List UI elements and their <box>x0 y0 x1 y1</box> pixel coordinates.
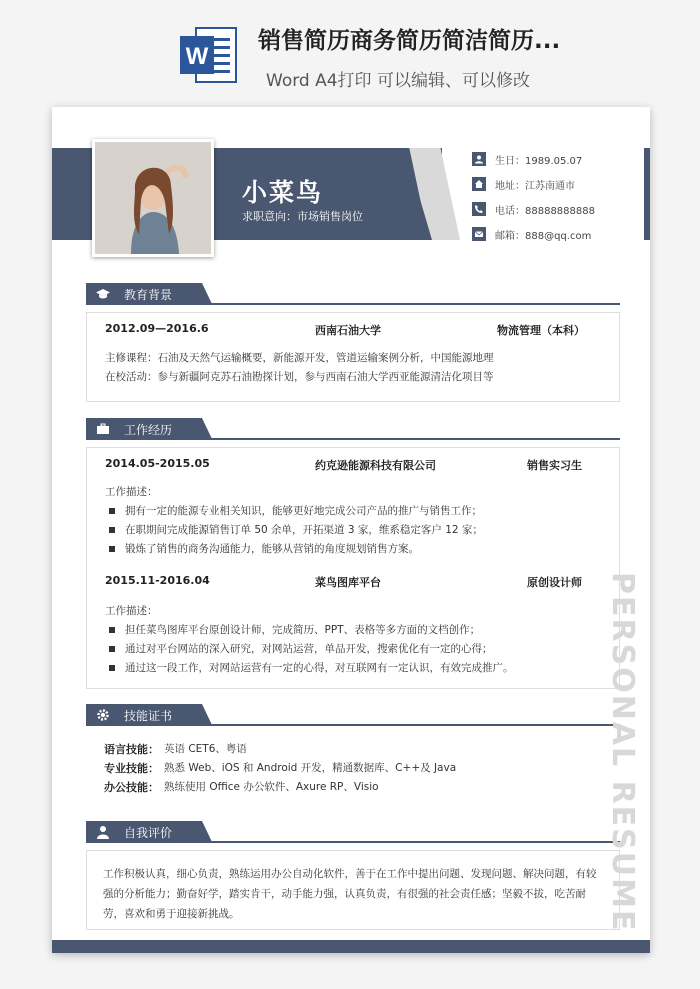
info-phone <box>472 200 642 218</box>
skill-label: 语言技能： <box>104 743 159 756</box>
edu-courses: 主修课程：石油及天然气运输概要，新能源开发，管道运输案例分析，中国能源地理 <box>105 352 494 364</box>
job-intent: 求职意向：市场销售岗位 <box>242 210 363 223</box>
skill-value: 熟悉 Web、iOS 和 Android 开发，精通数据库、C++及 Java <box>164 762 457 774</box>
skill-label: 办公技能： <box>104 781 159 794</box>
user-icon <box>472 152 486 166</box>
self-evaluation-text: 工作积极认真，细心负责，熟练运用办公自动化软件，善于在工作中提出问题、发现问题、解决问题，有较强的分析能力；勤奋好学，踏实肯干，动手能力强，认真负责，有很强的社会责任感；坚毅不拔，吃苦耐劳，喜欢和勇于迎接新挑战。 <box>103 868 597 920</box>
birthday-text: 生日：1989.05.07 <box>495 155 583 167</box>
phone-icon <box>472 202 486 216</box>
job-bullet: 在职期间完成能源销售订单 50 余单，开拓渠道 3 家，维系稳定客户 12 家； <box>125 524 483 536</box>
section-title: 技能证书 <box>124 709 173 723</box>
job-date: 2015.11-2016.04 <box>105 574 210 587</box>
mail-icon <box>472 227 486 241</box>
job-desc-label: 工作描述： <box>105 605 158 617</box>
resume-page <box>52 107 650 953</box>
skill-value: 熟练使用 Office 办公软件、Axure RP、Visio <box>164 781 379 793</box>
edu-date: 2012.09—2016.6 <box>105 322 209 335</box>
section-title: 教育背景 <box>124 288 173 302</box>
svg-text:W: W <box>185 43 209 70</box>
doc-title: 销售简历商务简历简洁简历... <box>258 28 561 54</box>
job-role: 销售实习生 <box>527 459 582 472</box>
footer-bar <box>52 940 650 953</box>
job-bullet: 拥有一定的能源专业相关知识，能够更好地完成公司产品的推广与销售工作； <box>125 505 482 517</box>
job-company: 菜鸟图库平台 <box>315 576 381 589</box>
home-icon <box>472 177 486 191</box>
self-box <box>86 850 620 930</box>
job-bullet: 担任菜鸟图库平台原创设计师，完成简历、PPT、表格等多方面的文档创作； <box>125 624 481 636</box>
briefcase-icon <box>96 422 110 436</box>
edu-school: 西南石油大学 <box>315 324 381 337</box>
side-watermark: PERSONAL RESUME <box>605 572 640 933</box>
section-self-header <box>86 821 620 843</box>
info-birthday <box>472 150 642 168</box>
preview-header <box>0 0 700 100</box>
job-company: 约克逊能源科技有限公司 <box>315 459 436 472</box>
section-education-header <box>86 283 620 305</box>
skills-box <box>86 733 618 805</box>
gear-icon <box>96 708 110 722</box>
job-role: 原创设计师 <box>527 576 582 589</box>
job-date: 2014.05-2015.05 <box>105 457 210 470</box>
job-bullet: 锻炼了销售的商务沟通能力，能够从营销的角度规划销售方案。 <box>125 543 419 555</box>
info-address <box>472 175 642 193</box>
graduation-cap-icon <box>96 287 110 301</box>
right-accent-bar <box>644 148 650 240</box>
edu-activities: 在校活动：参与新疆阿克苏石油勘探计划，参与西南石油大学西亚能源清洁化项目等 <box>105 371 494 383</box>
section-skills-header <box>86 704 620 726</box>
word-doc-icon <box>178 24 240 86</box>
section-title: 自我评价 <box>124 826 173 840</box>
skill-value: 英语 CET6、粤语 <box>164 743 247 755</box>
info-email <box>472 225 642 243</box>
profile-photo <box>92 139 214 257</box>
education-box <box>86 312 620 402</box>
edu-major: 物流管理（本科） <box>497 324 585 337</box>
candidate-name: 小菜鸟 <box>242 178 324 207</box>
email-text: 邮箱：888@qq.com <box>495 230 592 242</box>
section-work-header <box>86 418 620 440</box>
address-text: 地址：江苏南通市 <box>495 180 575 192</box>
work-box <box>86 447 620 689</box>
job-bullet: 通过这一段工作，对网站运营有一定的心得，对互联网有一定认识，有效完成推广。 <box>125 662 514 674</box>
phone-text: 电话：88888888888 <box>495 205 595 217</box>
section-title: 工作经历 <box>124 423 173 437</box>
person-icon <box>96 825 110 839</box>
doc-subtitle: Word A4打印 可以编辑、可以修改 <box>266 71 530 91</box>
skill-label: 专业技能： <box>104 762 159 775</box>
job-bullet: 通过对平台网站的深入研究，对网站运营，单品开发，搜索优化有一定的心得； <box>125 643 493 655</box>
job-desc-label: 工作描述： <box>105 486 158 498</box>
